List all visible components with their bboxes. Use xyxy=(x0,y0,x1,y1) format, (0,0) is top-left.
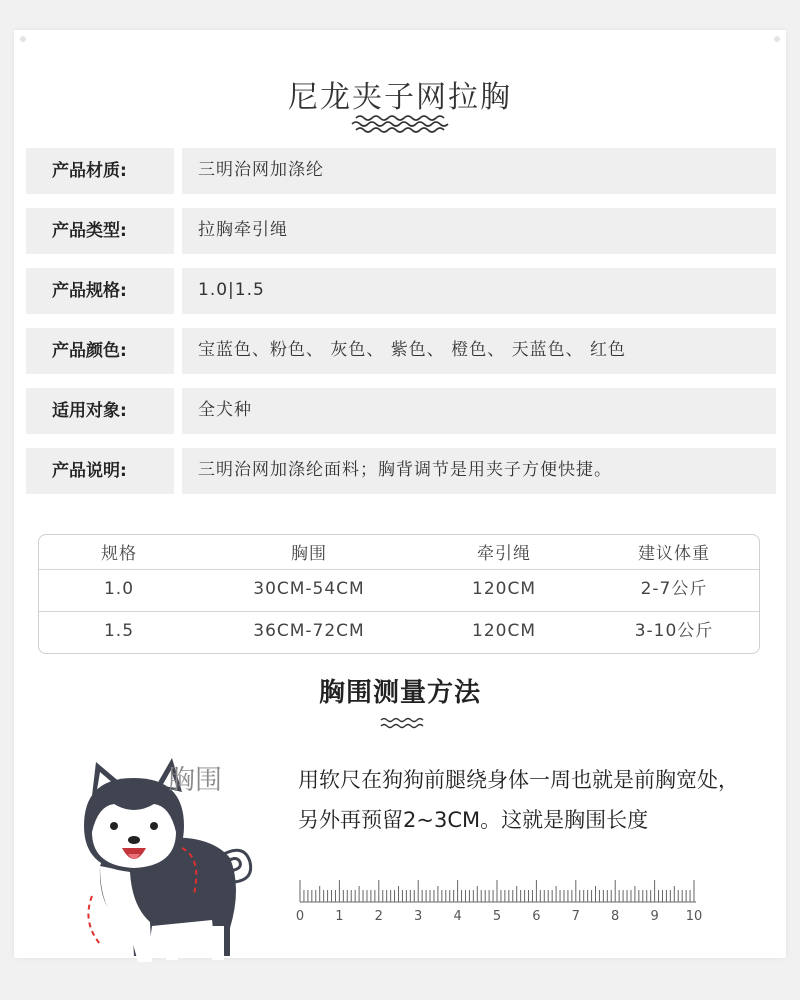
spec-value: 三明治网加涤纶面料；胸背调节是用夹子方便快捷。 xyxy=(182,448,776,494)
ruler-tick-label: 0 xyxy=(295,909,305,924)
ruler-tick-label: 8 xyxy=(611,909,620,924)
table-row xyxy=(39,569,759,610)
wave-divider-icon xyxy=(350,114,450,134)
spec-label: 产品规格: xyxy=(26,268,174,314)
table-cell: 36CM-72CM xyxy=(253,621,365,641)
table-cell: 3-10公斤 xyxy=(634,621,714,641)
table-header-cell: 建议体重 xyxy=(638,544,710,564)
wave-divider-small-icon xyxy=(379,716,423,730)
table-cell: 1.5 xyxy=(103,621,135,641)
spec-value: 三明治网加涤纶 xyxy=(182,148,776,194)
measure-description: 用软尺在狗狗前腿绕身体一周也就是前胸宽处，另外再预留2~3CM。这就是胸围长度 xyxy=(298,768,739,832)
table-cell: 2-7公斤 xyxy=(640,579,708,599)
spec-row-target xyxy=(26,388,776,434)
table-header-cell: 规格 xyxy=(101,544,137,564)
ruler-tick-label: 6 xyxy=(532,909,541,924)
page-title: 尼龙夹子网拉胸 xyxy=(288,80,512,115)
table-cell: 30CM-54CM xyxy=(253,579,365,599)
ruler-tick-label: 7 xyxy=(571,909,580,924)
ruler-tick-label: 2 xyxy=(374,909,383,924)
spec-value: 拉胸牵引绳 xyxy=(182,208,776,254)
ruler-tick-label: 5 xyxy=(492,909,502,924)
spec-row-type xyxy=(26,208,776,254)
spec-label: 产品材质: xyxy=(26,148,174,194)
corner-dot-left xyxy=(20,36,26,42)
spec-label: 产品颜色: xyxy=(26,328,174,374)
table-header-cell: 牵引绳 xyxy=(477,544,531,564)
product-card xyxy=(14,30,786,958)
spec-row-size xyxy=(26,268,776,314)
table-cell: 120CM xyxy=(472,621,536,641)
ruler-tick-label: 3 xyxy=(414,909,423,924)
spec-label: 产品说明: xyxy=(26,448,174,494)
spec-label: 适用对象: xyxy=(26,388,174,434)
ruler-icon xyxy=(295,878,708,926)
spec-row-color xyxy=(26,328,776,374)
table-cell: 120CM xyxy=(472,579,536,599)
ruler-tick-label: 9 xyxy=(650,909,659,924)
spec-row-material xyxy=(26,148,776,194)
measure-section-title: 胸围测量方法 xyxy=(318,678,481,708)
table-row xyxy=(39,611,759,652)
spec-value: 全犬种 xyxy=(182,388,776,434)
ruler-tick-label: 10 xyxy=(685,909,703,924)
size-table xyxy=(38,534,760,654)
table-header-cell: 胸围 xyxy=(291,544,327,564)
ruler-tick-label: 1 xyxy=(335,909,344,924)
chest-label: 胸围 xyxy=(168,765,222,796)
spec-label: 产品类型: xyxy=(26,208,174,254)
spec-row-description xyxy=(26,448,776,494)
spec-value: 1.0|1.5 xyxy=(182,268,776,314)
spec-value: 宝蓝色、粉色、 灰色、 紫色、 橙色、 天蓝色、 红色 xyxy=(182,328,776,374)
table-cell: 1.0 xyxy=(103,579,135,599)
ruler-tick-label: 4 xyxy=(453,909,462,924)
corner-dot-right xyxy=(774,36,780,42)
